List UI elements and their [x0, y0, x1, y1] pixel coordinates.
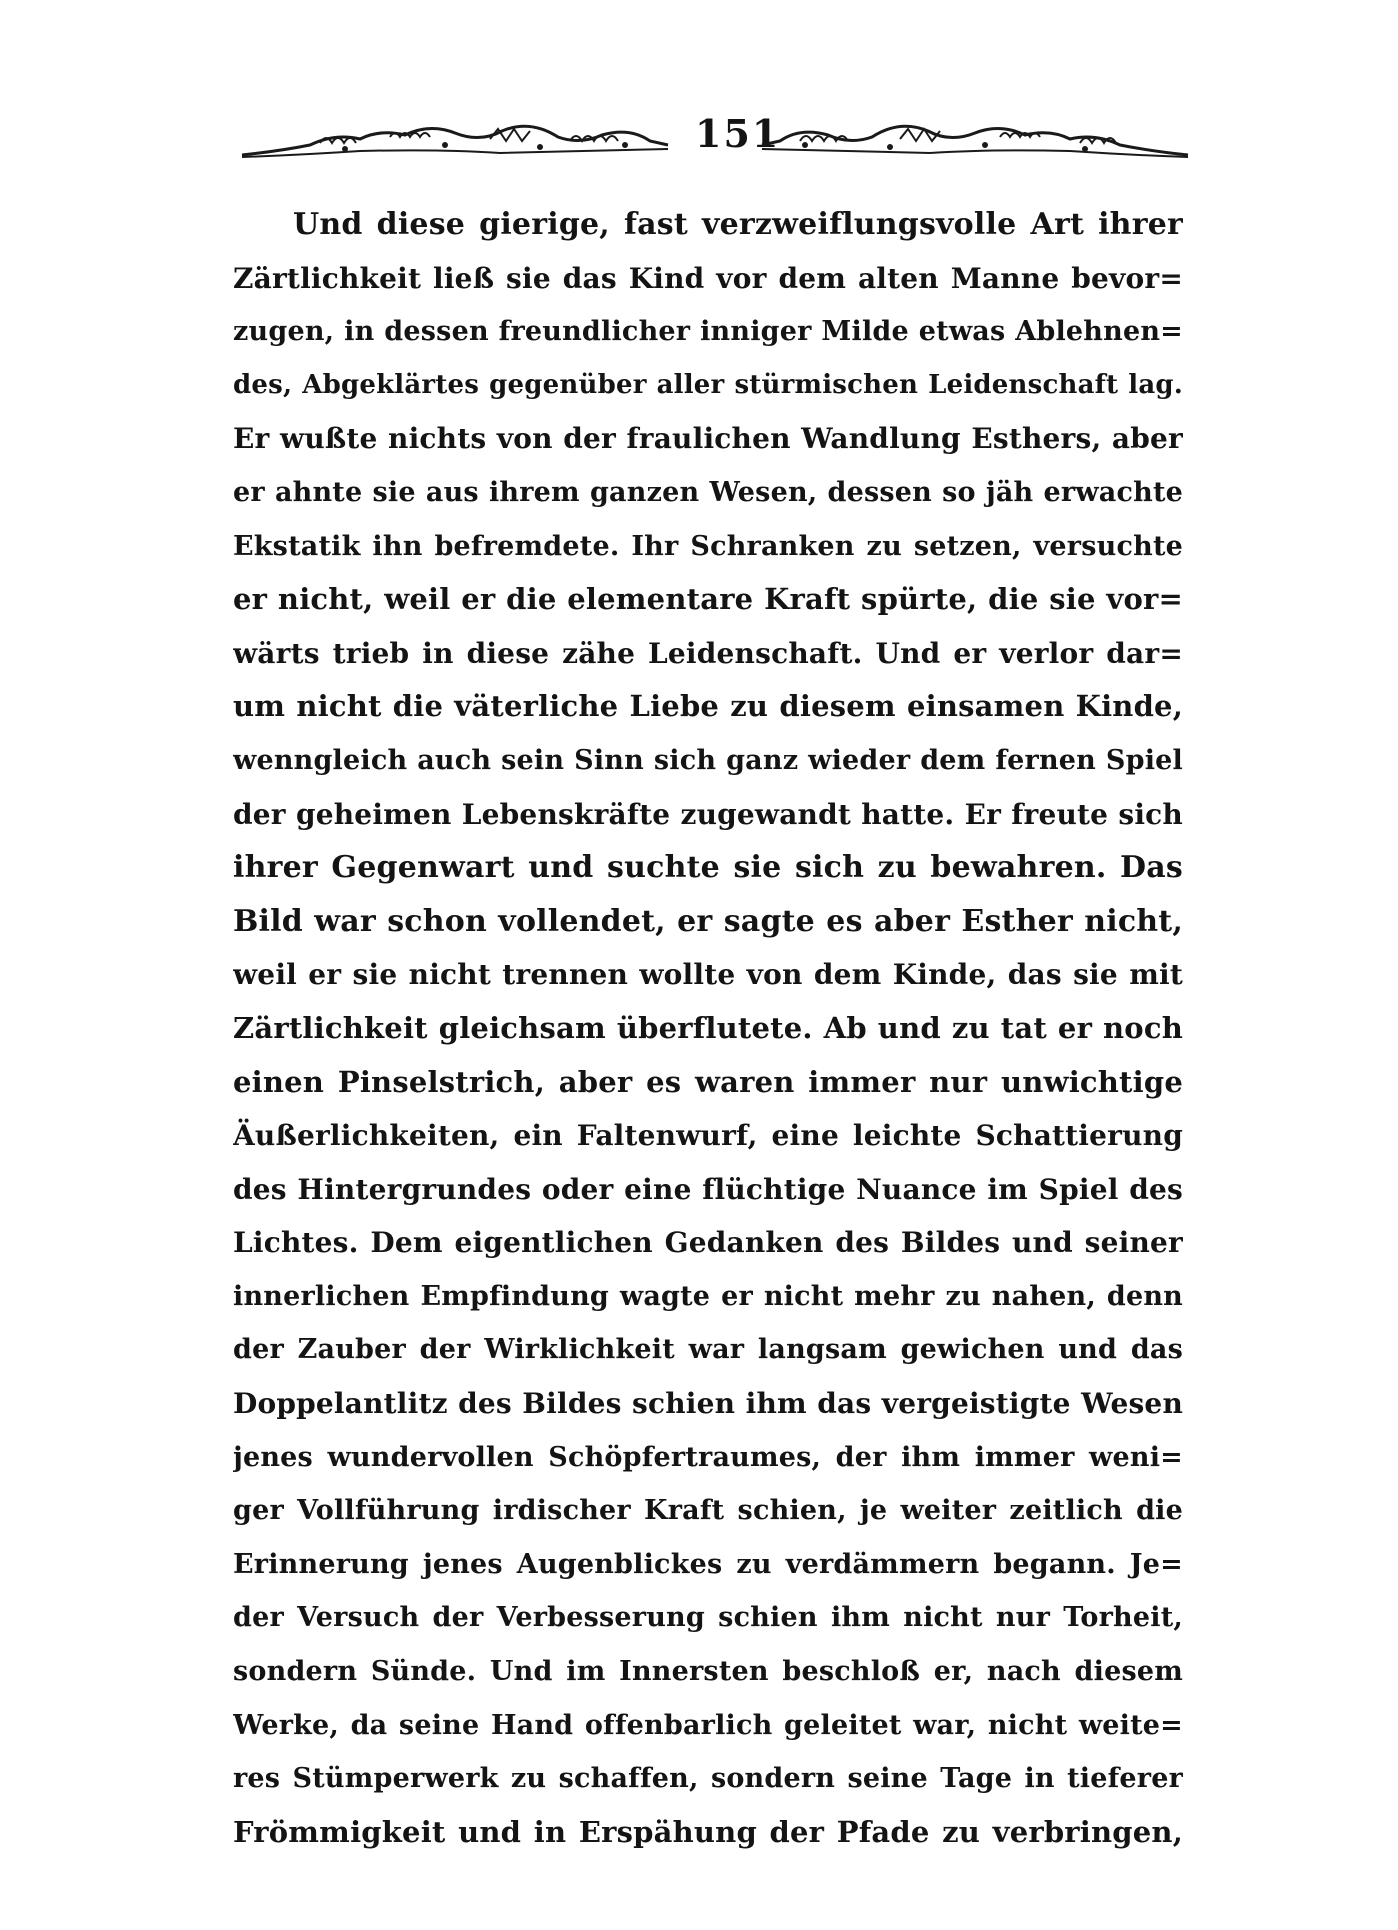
- text-line: einen Pinselstrich, aber es waren immer nur unwichtige: [233, 1064, 1183, 1099]
- body-text: [233, 198, 1183, 1859]
- text-line: Und diese gierige, fast verzweiflungsvolle Art ihrer: [293, 207, 1183, 242]
- text-line: Zärtlichkeit ließ sie das Kind vor dem alten Manne bevor=: [233, 261, 1183, 295]
- text-line: jenes wundervollen Schöpfertraumes, der ihm immer weni=: [233, 1441, 1183, 1473]
- text-line: wenngleich auch sein Sinn sich ganz wieder dem fernen Spiel: [233, 744, 1183, 776]
- text-line: ger Vollführung irdischer Kraft schien, je weiter zeitlich die: [233, 1495, 1183, 1527]
- text-line: Frömmigkeit und in Erspähung der Pfade zu verbringen,: [233, 1814, 1183, 1849]
- page-number: 151: [695, 111, 781, 156]
- text-line: Zärtlichkeit gleichsam überflutete. Ab und zu tat er noch: [233, 1010, 1183, 1045]
- text-line: um nicht die väterliche Liebe zu diesem einsamen Kinde,: [233, 689, 1183, 724]
- text-line: des Hintergrundes oder eine flüchtige Nuance im Spiel des: [233, 1172, 1183, 1206]
- text-line: Ekstatik ihn befremdete. Ihr Schranken zu setzen, versuchte: [233, 530, 1183, 562]
- text-line: Lichtes. Dem eigentlichen Gedanken des Bildes und seiner: [233, 1226, 1183, 1260]
- right-vignette-ornament: [760, 115, 1190, 165]
- text-line: Werke, da seine Hand offenbarlich geleitet war, nicht weite=: [233, 1709, 1183, 1741]
- text-line: res Stümperwerk zu schaffen, sondern seine Tage in tieferer: [233, 1763, 1183, 1795]
- text-line: der geheimen Lebenskräfte zugewandt hatte. Er freute sich: [233, 797, 1183, 831]
- text-line: er ahnte sie aus ihrem ganzen Wesen, dessen so jäh erwachte: [233, 476, 1183, 508]
- text-line: zugen, in dessen freundlicher inniger Milde etwas Ablehnen=: [233, 316, 1183, 348]
- text-line: Er wußte nichts von der fraulichen Wandlung Esthers, aber: [233, 422, 1183, 456]
- text-line: ihrer Gegenwart und suchte sie sich zu bewahren. Das: [233, 850, 1183, 886]
- text-line: Bild war schon vollendet, er sagte es aber Esther nicht,: [233, 903, 1183, 939]
- text-line: der Zauber der Wirklichkeit war langsam gewichen und das: [233, 1334, 1183, 1366]
- text-line: des, Abgeklärtes gegenüber aller stürmischen Leidenschaft lag.: [233, 369, 1183, 400]
- text-line: wärts trieb in diese zähe Leidenschaft. Und er verlor dar=: [233, 636, 1183, 670]
- page-header: [240, 105, 1190, 165]
- left-vignette-ornament: [240, 115, 670, 165]
- text-line: Äußerlichkeiten, ein Faltenwurf, eine leichte Schattierung: [233, 1119, 1183, 1153]
- text-line: weil er sie nicht trennen wollte von dem Kinde, das sie mit: [233, 958, 1183, 992]
- text-line: Doppelantlitz des Bildes schien ihm das vergeistigte Wesen: [233, 1387, 1183, 1421]
- text-line: Erinnerung jenes Augenblickes zu verdämmern begann. Je=: [233, 1548, 1183, 1580]
- text-line: er nicht, weil er die elementare Kraft spürte, die sie vor=: [233, 582, 1183, 617]
- text-line: innerlichen Empfindung wagte er nicht mehr zu nahen, denn: [233, 1280, 1183, 1312]
- text-line: sondern Sünde. Und im Innersten beschloß er, nach diesem: [233, 1656, 1183, 1688]
- text-line: der Versuch der Verbesserung schien ihm nicht nur Torheit,: [233, 1602, 1183, 1634]
